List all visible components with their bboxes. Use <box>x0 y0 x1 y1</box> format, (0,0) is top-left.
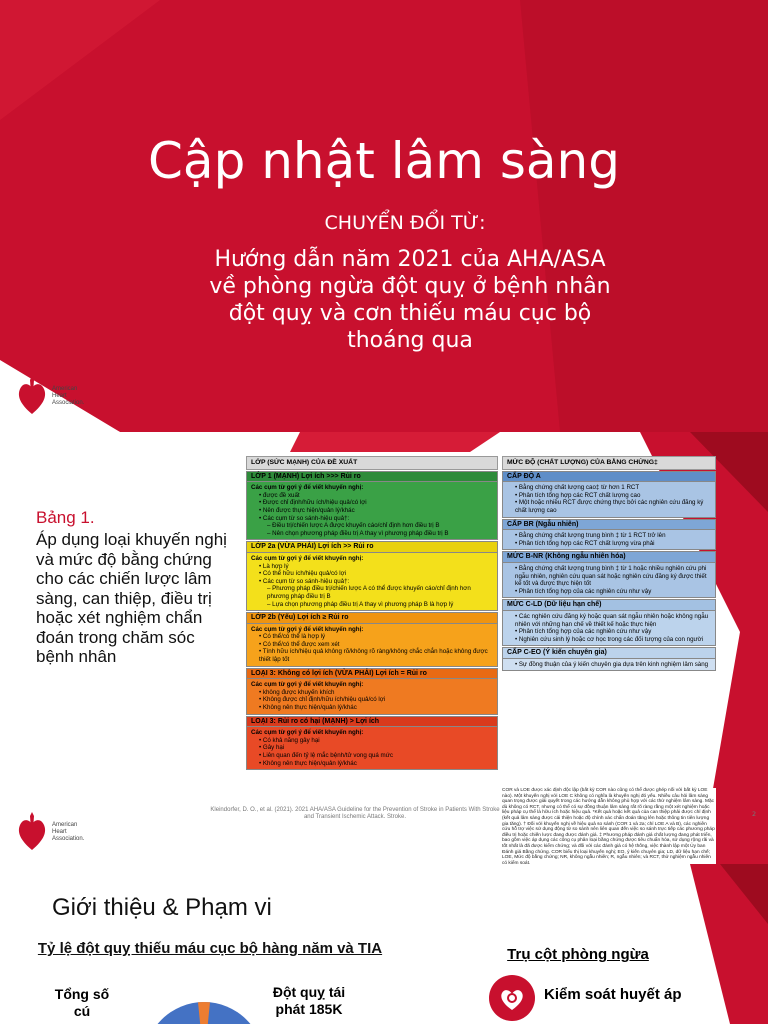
level-title: CẤP C-EO (Ý kiến chuyên gia) <box>503 648 715 659</box>
level-section <box>502 599 716 646</box>
level-section <box>502 519 716 551</box>
list-item: • Một hoặc nhiều RCT được chứng thực bởi các nghiên cứu đăng ký chất lượng cao <box>515 499 711 514</box>
level-section <box>502 471 716 518</box>
class-subitems <box>251 585 493 608</box>
slide-body: Hướng dẫn năm 2021 của AHA/ASA về phòng ngừa đột quỵ ở bệnh nhân đột quỵ và cơn thiếu máu cục bộ thoáng qua <box>209 247 611 353</box>
class-section <box>246 612 498 667</box>
page-number: 2 <box>752 810 757 818</box>
list-item: • Bằng chứng chất lượng trung bình ‡ từ 1 hoặc nhiều nghiên cứu phi ngẫu nhiên, nghiên cứu quan sát hoặc nghiên cứu đăng ký được thiết kế tốt và được thực hiện tốt <box>515 565 711 588</box>
slide-table <box>0 432 768 864</box>
class-content <box>247 679 497 713</box>
list-item: • Là hợp lý <box>259 563 493 571</box>
class-lead: Các cụm từ gợi ý để viết khuyến nghị: <box>251 729 364 737</box>
list-item: • Gây hại <box>259 744 493 752</box>
class-items <box>251 563 493 586</box>
level-title: MỨC C-LD (Dữ liệu hạn chế) <box>503 600 715 611</box>
level-items <box>507 484 711 514</box>
pillar-item: Kiểm soát huyết áp <box>544 986 682 1003</box>
level-items <box>507 661 711 669</box>
list-item: • Có thể/có thể là hợp lý <box>259 633 493 641</box>
list-item: • Nên được thực hiện/quản lý/khác <box>259 507 493 515</box>
level-title: MỨC B-NR (Không ngẫu nhiên hóa) <box>503 552 715 563</box>
class-items <box>251 492 493 522</box>
level-section <box>502 647 716 671</box>
list-item: • Được chỉ định/hữu ích/hiệu quả/có lợi <box>259 499 493 507</box>
level-column <box>502 456 716 671</box>
class-title: LỚP 1 (MẠNH) Lợi ích >>> Rủi ro <box>247 472 497 483</box>
list-item: • Có thể/có thể được xem xét <box>259 641 493 649</box>
list-item: • Bằng chứng chất lượng cao‡ từ hơn 1 RCT <box>515 484 711 492</box>
heart-torch-icon <box>16 812 48 852</box>
class-section <box>246 716 498 771</box>
level-content <box>503 530 715 549</box>
pie-label-slice: Đột quỵ tái phát 185K <box>272 984 346 1017</box>
list-item: • được đề xuất <box>259 492 493 500</box>
class-column <box>246 456 498 770</box>
list-item: – Phương pháp điều trị/chiến lược A có thể được khuyến cáo/chỉ định hơn phương pháp điều trị B <box>267 585 493 600</box>
class-content <box>247 482 497 539</box>
level-items <box>507 565 711 595</box>
list-item: • Không nên thực hiện/quản lý/khác <box>259 704 493 712</box>
class-section <box>246 541 498 611</box>
aha-logo-text: American Heart Association. <box>52 385 85 406</box>
list-item: • Các cụm từ so sánh-hiệu quả†: <box>259 515 493 523</box>
list-item: • Liên quan đến tỷ lệ mắc bệnh/tử vong quá mức <box>259 752 493 760</box>
level-sections <box>502 471 716 672</box>
list-item: – Nên chọn phương pháp điều trị A thay vì phương pháp điều trị B <box>267 530 493 538</box>
class-section <box>246 668 498 715</box>
list-item: • Bằng chứng chất lượng trung bình ‡ từ 1 RCT trở lên <box>515 532 711 540</box>
level-content <box>503 482 715 516</box>
list-item: • Phân tích tổng hợp các RCT chất lượng cao <box>515 492 711 500</box>
list-item: • Các cụm từ so sánh-hiệu quả†: <box>259 578 493 586</box>
table-description: Áp dụng loại khuyến nghị và mức độ bằng chứng cho các chiến lược lâm sàng, can thiệp, điều trị hoặc xét nghiệm chẩn đoán trong chăm sóc bệnh nhân <box>36 530 227 666</box>
class-lead: Các cụm từ gợi ý để viết khuyến nghị: <box>251 681 364 689</box>
slide-title-text: Giới thiệu & Phạm vi <box>52 894 272 921</box>
list-item: • Phân tích tổng hợp của các nghiên cứu như vậy <box>515 588 711 596</box>
aha-logo <box>16 376 84 416</box>
list-item: • Có khả năng gây hại <box>259 737 493 745</box>
list-item: • Không nên thực hiện/quản lý/khác <box>259 760 493 768</box>
aha-logo <box>16 812 84 852</box>
slide-intro <box>0 864 768 1024</box>
class-content <box>247 624 497 666</box>
class-section <box>246 471 498 541</box>
slide-title <box>0 0 768 432</box>
list-item: • Các nghiên cứu đăng ký hoặc quan sát ngẫu nhiên hoặc không ngẫu nhiên với những hạn chế về thiết kế hoặc thực hiện <box>515 613 711 628</box>
list-item: – Lựa chọn phương pháp điều trị A thay vì phương pháp B là hợp lý <box>267 601 493 609</box>
table-label: Bảng 1. <box>36 508 95 527</box>
class-items <box>251 689 493 712</box>
level-title: CẤP BR (Ngẫu nhiên) <box>503 520 715 531</box>
class-items <box>251 633 493 663</box>
pillar-title: Trụ cột phòng ngừa <box>507 946 649 963</box>
level-content <box>503 563 715 597</box>
slide-title-text: Cập nhật lâm sàng <box>148 132 620 190</box>
table-footnote: COR và LOE được xác định độc lập (bất kỳ COR nào cũng có thể được ghép nối với bất kỳ LOE nào). Một khuyến nghị với LOE C không có nghĩa là khuyến nghị đó yếu. Nhiều câu hỏi lâm sàng quan trọng được giải quyết trong các hướng dẫn không phù hợp với các thử nghiệm lâm sàng. Mặc dù không có RCT, nhưng có thể có sự đồng thuận lâm sàng rất rõ ràng rằng một xét nghiệm hoặc liệu pháp cụ thể là hữu ích hoặc hiệu quả. *Kết quả hoặc kết quả của can thiệp phải được chỉ định (kết quả lâm sàng được cải thiện hoặc độ chính xác chẩn đoán tăng lên hoặc thông tin tiên lượng gia tăng). † Đối với khuyến nghị về hiệu quả so sánh (COR 1 và 2a; chỉ LOE A và B), các nghiên cứu hỗ trợ việc sử dụng động từ so sánh nên liên quan đến việc so sánh trực tiếp các phương pháp điều trị hoặc chiến lược đang được đánh giá. ‡ Phương pháp đánh giá chất lượng đang phát triển, bao gồm việc áp dụng các công cụ phân loại bằng chứng được tiêu chuẩn hóa, sử dụng rộng rãi và tốt nhất là đã được kiểm chứng; và đối với các đánh giá có hệ thống, việc thành lập một Ủy ban Đánh giá Bằng chứng. COR biểu thị loại khuyến nghị; EO, ý kiến chuyên gia; LD, dữ liệu hạn chế; LOE, Mức độ bằng chứng; NR, không ngẫu nhiên; R, ngẫu nhiên; và RCT, thử nghiệm ngẫu nhiên có kiểm soát. <box>502 788 716 864</box>
heart-torch-icon <box>16 376 48 416</box>
level-content <box>503 659 715 671</box>
pie-chart <box>124 992 284 1024</box>
level-items <box>507 613 711 643</box>
list-item: • Có thể hữu ích/hiệu quả/có lợi <box>259 570 493 578</box>
class-lead: Các cụm từ gợi ý để viết khuyến nghị: <box>251 625 364 633</box>
class-title: LỚP 2a (VỪA PHẢI) Lợi ích >> Rủi ro <box>247 542 497 553</box>
pie-label-total: Tổng số cú <box>54 986 110 1019</box>
level-items <box>507 532 711 547</box>
list-item: – Điều trị/chiến lược A được khuyến cáo/chỉ định hơn điều trị B <box>267 522 493 530</box>
class-items <box>251 737 493 767</box>
class-title: LOẠI 3: Rủi ro có hại (MẠNH) > Lợi ích <box>247 717 497 728</box>
list-item: • không được khuyến khích <box>259 689 493 697</box>
level-section <box>502 551 716 598</box>
blood-pressure-heart-icon <box>488 974 536 1022</box>
class-header: LỚP (SỨC MẠNH) CỦA ĐỀ XUẤT <box>246 456 498 470</box>
list-item: • Sự đồng thuận của ý kiến chuyên gia dựa trên kinh nghiệm lâm sàng <box>515 661 711 669</box>
class-title: LỚP 2b (Yếu) Lợi ích ≥ Rủi ro <box>247 613 497 624</box>
class-content <box>247 727 497 769</box>
list-item: • Tính hữu ích/hiệu quả không rõ/không rõ ràng/không chắc chắn hoặc không được thiết lập tốt <box>259 648 493 663</box>
level-title: CẤP ĐỘ A <box>503 472 715 483</box>
list-item: • Nghiên cứu sinh lý hoặc cơ học trong các đối tượng của con người <box>515 636 711 644</box>
class-lead: Các cụm từ gợi ý để viết khuyến nghị: <box>251 554 364 562</box>
class-title: LOẠI 3: Không có lợi ích (VỪA PHẢI) Lợi ích = Rủi ro <box>247 669 497 680</box>
chart-title: Tỷ lệ đột quỵ thiếu máu cục bộ hàng năm và TIA <box>37 940 383 957</box>
class-sections <box>246 471 498 771</box>
level-content <box>503 611 715 645</box>
list-item: • Phân tích tổng hợp các RCT chất lượng vừa phải <box>515 540 711 548</box>
list-item: • Phân tích tổng hợp của các nghiên cứu như vậy <box>515 628 711 636</box>
aha-logo-text: American Heart Association. <box>52 821 85 842</box>
citation: Kleindorfer, D. O., et al. (2021). 2021 AHA/ASA Guideline for the Prevention of Stroke in Patients With Stroke and Transient Ischemic Attack. Stroke. <box>210 807 500 820</box>
list-item: • Không được chỉ định/hữu ích/hiệu quả/có lợi <box>259 696 493 704</box>
class-subitems <box>251 522 493 537</box>
class-content <box>247 553 497 610</box>
class-lead: Các cụm từ gợi ý để viết khuyến nghị: <box>251 484 364 492</box>
level-header: MỨC ĐỘ (CHẤT LƯỢNG) CỦA BẰNG CHỨNG‡ <box>502 456 716 470</box>
slide-subtitle: CHUYỂN ĐỔI TỪ: <box>324 212 486 234</box>
